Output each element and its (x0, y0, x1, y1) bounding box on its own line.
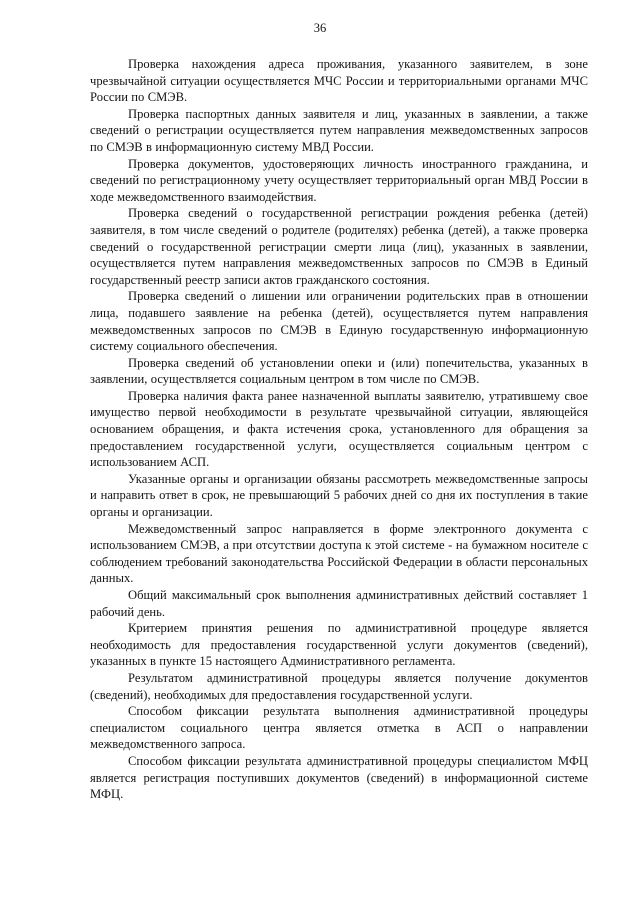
paragraph-parental-rights-check: Проверка сведений о лишении или ограничении родительских прав в отношении лица, подавшего заявление на ребенка (детей), осуществляется путем направления межведомственных запросов по СМЭВ в Единую государственную информационную систему социального обеспечения. (90, 289, 588, 354)
paragraph-foreigner-documents-check: Проверка документов, удостоверяющих личность иностранного гражданина, и сведений по регистрационному учету осуществляет территориальный орган МВД России в ходе межведомственного взаимодействия. (90, 156, 588, 204)
paragraph-max-duration: Общий максимальный срок выполнения административных действий составляет 1 рабочий день. (90, 588, 588, 619)
paragraph-procedure-result: Результатом административной процедуры является получение документов (сведений), необходимых для предоставления государственной услуги. (90, 670, 588, 702)
paragraph-result-fixation-mfc: Способом фиксации результата административной процедуры специалистом МФЦ является регистрация поступивших документов (сведений) в информационной системе МФЦ. (90, 753, 588, 802)
paragraph-prior-payment-check: Проверка наличия факта ранее назначенной выплаты заявителю, утратившему свое имущество первой необходимости в результате чрезвычайной ситуации, являющейся основанием обращения, и факта истечения срока, установленного для обращения за предоставлением государственной услуги, осуществляется социальным центром с использованием АСП. (90, 388, 588, 470)
paragraph-birth-registration-check: Проверка сведений о государственной регистрации рождения ребенка (детей) заявителя, в том числе сведений о родителе (родителях) ребенка (детей), а также проверка сведений о государственной регистрации смерти лица (лиц), указанных в заявлении, осуществляется путем направления межведомственных запросов по СМЭВ в Единый государственный реестр записи актов гражданского состояния. (90, 206, 588, 287)
paragraph-guardianship-check: Проверка сведений об установлении опеки и (или) попечительства, указанных в заявлении, осуществляется социальным центром в том числе по СМЭВ. (90, 355, 588, 387)
paragraph-request-form: Межведомственный запрос направляется в форме электронного документа с использованием СМЭВ, а при отсутствии доступа к этой системе - на бумажном носителе с соблюдением требований законодательства Российской Федерации в области персональных данных. (90, 521, 588, 586)
paragraph-result-fixation-social-center: Способом фиксации результата выполнения административной процедуры специалистом социального центра является отметка в АСП о направлении межведомственного запроса. (90, 704, 588, 752)
paragraph-passport-check: Проверка паспортных данных заявителя и лиц, указанных в заявлении, а также сведений о регистрации осуществляется путем направления межведомственных запросов по СМЭВ в информационную систему МВД России. (90, 106, 588, 154)
paragraph-response-deadline: Указанные органы и организации обязаны рассмотреть межведомственные запросы и направить ответ в срок, не превышающий 5 рабочих дней со дня их поступления в такие органы и организации. (90, 471, 588, 520)
body-text (90, 56, 588, 803)
paragraph-address-check: Проверка нахождения адреса проживания, указанного заявителем, в зоне чрезвычайной ситуации осуществляется МЧС России и территориальными органами МЧС России по СМЭВ. (90, 57, 588, 105)
page-number: 36 (313, 21, 327, 35)
paragraph-decision-criterion: Критерием принятия решения по административной процедуре является необходимость для предоставления государственной услуги документов (сведений), указанных в пункте 15 настоящего Административного регламента. (90, 621, 588, 669)
